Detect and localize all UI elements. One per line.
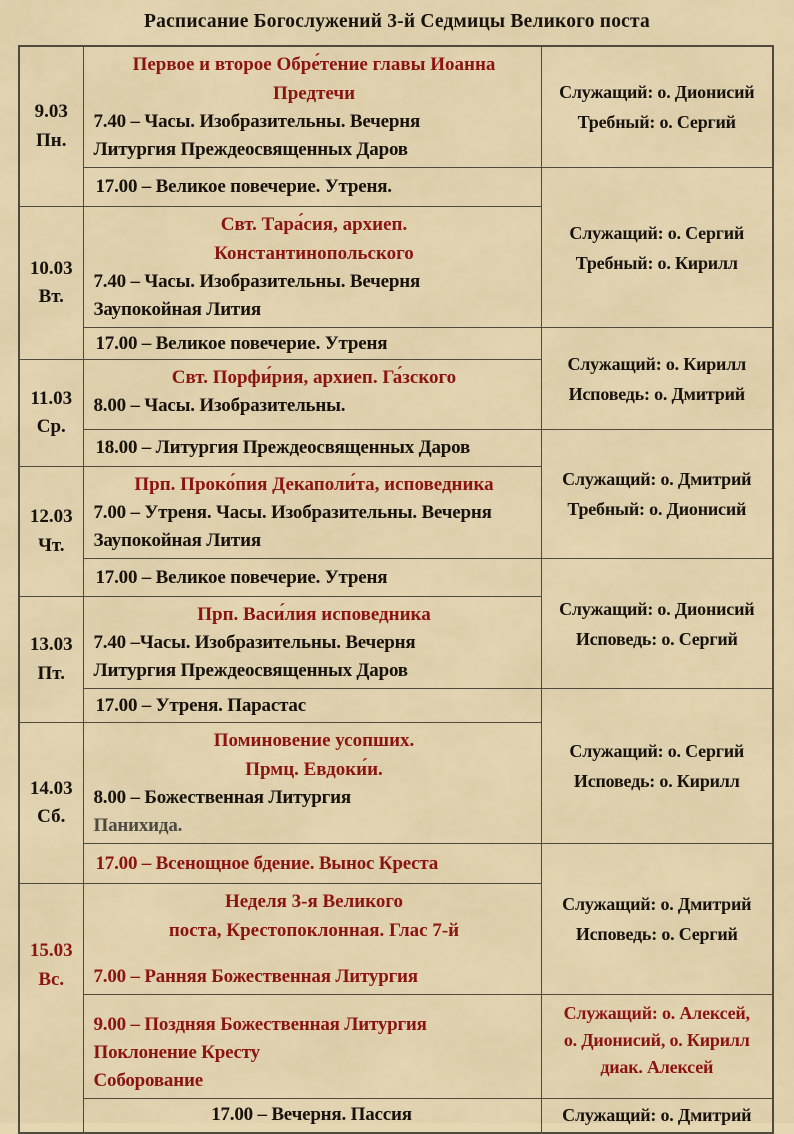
clergy-cell-8 [541,995,773,1099]
weekday-value: Чт. [37,534,65,556]
service-morning-fri [83,597,541,689]
service-line: 7.40 –Часы. Изобразительны. Вечерня [93,632,416,653]
clergy-line: диак. Алексей [600,1057,714,1077]
service-line: 8.00 – Божественная Литургия [93,787,351,808]
service-evening-mon: 17.00 – Великое повечерие. Утреня. [83,168,541,207]
service-title-line: Константинопольского [214,243,414,264]
weekday-value: Ср. [36,416,66,437]
service-line: Литургия Преждеосвященных Даров [93,660,408,681]
clergy-line: Служащий: о. Сергий [569,222,745,243]
date-cell-sat [19,723,83,884]
clergy-line: Требный: о. Кирилл [575,252,738,273]
service-title-line: Первое и второе Обре́тение главы Иоанна [132,54,496,75]
service-line: 9.00 – Поздняя Божественная Литургия [93,1014,427,1035]
service-line: 7.40 – Часы. Изобразительны. Вечерня [93,111,421,132]
clergy-line: Служащий: о. Дмитрий [562,894,752,914]
weekday-value: Пн. [36,129,67,151]
clergy-line: Служащий: о. Дмитрий [562,1105,752,1126]
service-title-line: Прп. Проко́пия Декаполи́та, исповедника [134,474,494,495]
service-line: Заупокойная Лития [93,299,261,320]
service-morning-sat [83,723,541,844]
clergy-cell-2 [541,168,773,328]
service-line: 7.00 – Утреня. Часы. Изобразительны. Вечерня [93,502,492,523]
service-evening-wed: 18.00 – Литургия Преждеосвященных Даров [83,430,541,467]
clergy-line: Исповедь: о. Сергий [575,924,738,944]
service-evening-tue: 17.00 – Великое повечерие. Утреня [83,328,541,360]
clergy-line: Служащий: о. Дионисий [559,82,755,102]
page-title: Расписание Богослужений 3-й Седмицы Великого поста [144,11,650,32]
service-morning-sun [83,884,541,995]
clergy-cell-4 [541,430,773,559]
service-title-line: Поминовение усопших. [213,730,415,751]
service-title-line: Предтечи [272,83,356,104]
service-evening-sun: 17.00 – Вечерня. Пассия [83,1099,541,1133]
service-evening-fri: 17.00 – Утреня. Парастас [83,689,541,723]
clergy-cell-3 [541,328,773,430]
clergy-line: Требный: о. Сергий [577,112,736,132]
service-title-line: Свт. Порфи́рия, архиеп. Га́зского [171,367,457,388]
service-morning-thu [83,467,541,559]
weekday-value: Пт. [37,662,65,684]
clergy-cell-7 [541,844,773,995]
clergy-line: Служащий: о. Алексей, [563,1003,750,1023]
service-morning-wed [83,360,541,430]
clergy-line: Исповедь: о. Сергий [575,628,738,649]
clergy-line: Исповедь: о. Дмитрий [568,383,745,404]
date-value: 9.03 [34,101,68,122]
clergy-line: Служащий: о. Дмитрий [562,469,752,489]
clergy-line: Служащий: о. Дионисий [559,598,755,619]
date-cell-fri [19,597,83,723]
weekday-value: Вс. [38,968,65,990]
service-evening-sat: 17.00 – Всенощное бдение. Вынос Креста [83,844,541,884]
service-title-line: Прп. Васи́лия исповедника [197,604,431,625]
service-title-line: Прмц. Евдоки́и. [245,759,383,780]
service-line: Заупокойная Лития [93,530,261,551]
clergy-cell-9 [541,1099,773,1133]
service-line: Поклонение Кресту [93,1042,260,1063]
clergy-line: Служащий: о. Кирилл [567,353,747,374]
service-title-line: Свт. Тара́сия, архиеп. [220,214,408,235]
date-value: 13.03 [29,634,73,655]
date-value: 12.03 [29,506,73,527]
date-cell-sun [19,884,83,1133]
clergy-line: Служащий: о. Сергий [569,741,745,761]
service-line: 7.00 – Ранняя Божественная Литургия [93,966,418,987]
clergy-cell-1 [541,46,773,168]
date-cell-tue [19,207,83,360]
service-late-sun [83,995,541,1099]
date-value: 15.03 [29,940,73,962]
date-value: 14.03 [29,777,73,799]
clergy-line: о. Дионисий, о. Кирилл [563,1030,750,1050]
service-morning-tue [83,207,541,328]
service-line: 8.00 – Часы. Изобразительны. [93,395,346,416]
date-cell-mon [19,46,83,207]
date-cell-wed [19,360,83,467]
clergy-cell-6 [541,689,773,844]
service-line: Литургия Преждеосвященных Даров [93,139,408,160]
service-title-line: поста, Крестопоклонная. Глас 7-й [168,920,460,941]
date-value: 11.03 [30,387,73,409]
date-value: 10.03 [29,257,73,279]
service-line: Соборование [93,1070,203,1091]
schedule-table [18,45,774,1134]
clergy-cell-5 [541,559,773,689]
service-title-line: Неделя 3-я Великого [224,891,404,912]
clergy-line: Требный: о. Дионисий [567,499,747,519]
weekday-value: Вт. [38,286,64,307]
service-line: Панихида. [93,815,183,836]
date-cell-thu [19,467,83,597]
service-morning-mon [83,46,541,168]
clergy-line: Исповедь: о. Кирилл [573,771,740,791]
weekday-value: Сб. [37,806,66,827]
service-evening-thu: 17.00 – Великое повечерие. Утреня [83,559,541,597]
service-line: 7.40 – Часы. Изобразительны. Вечерня [93,271,421,292]
